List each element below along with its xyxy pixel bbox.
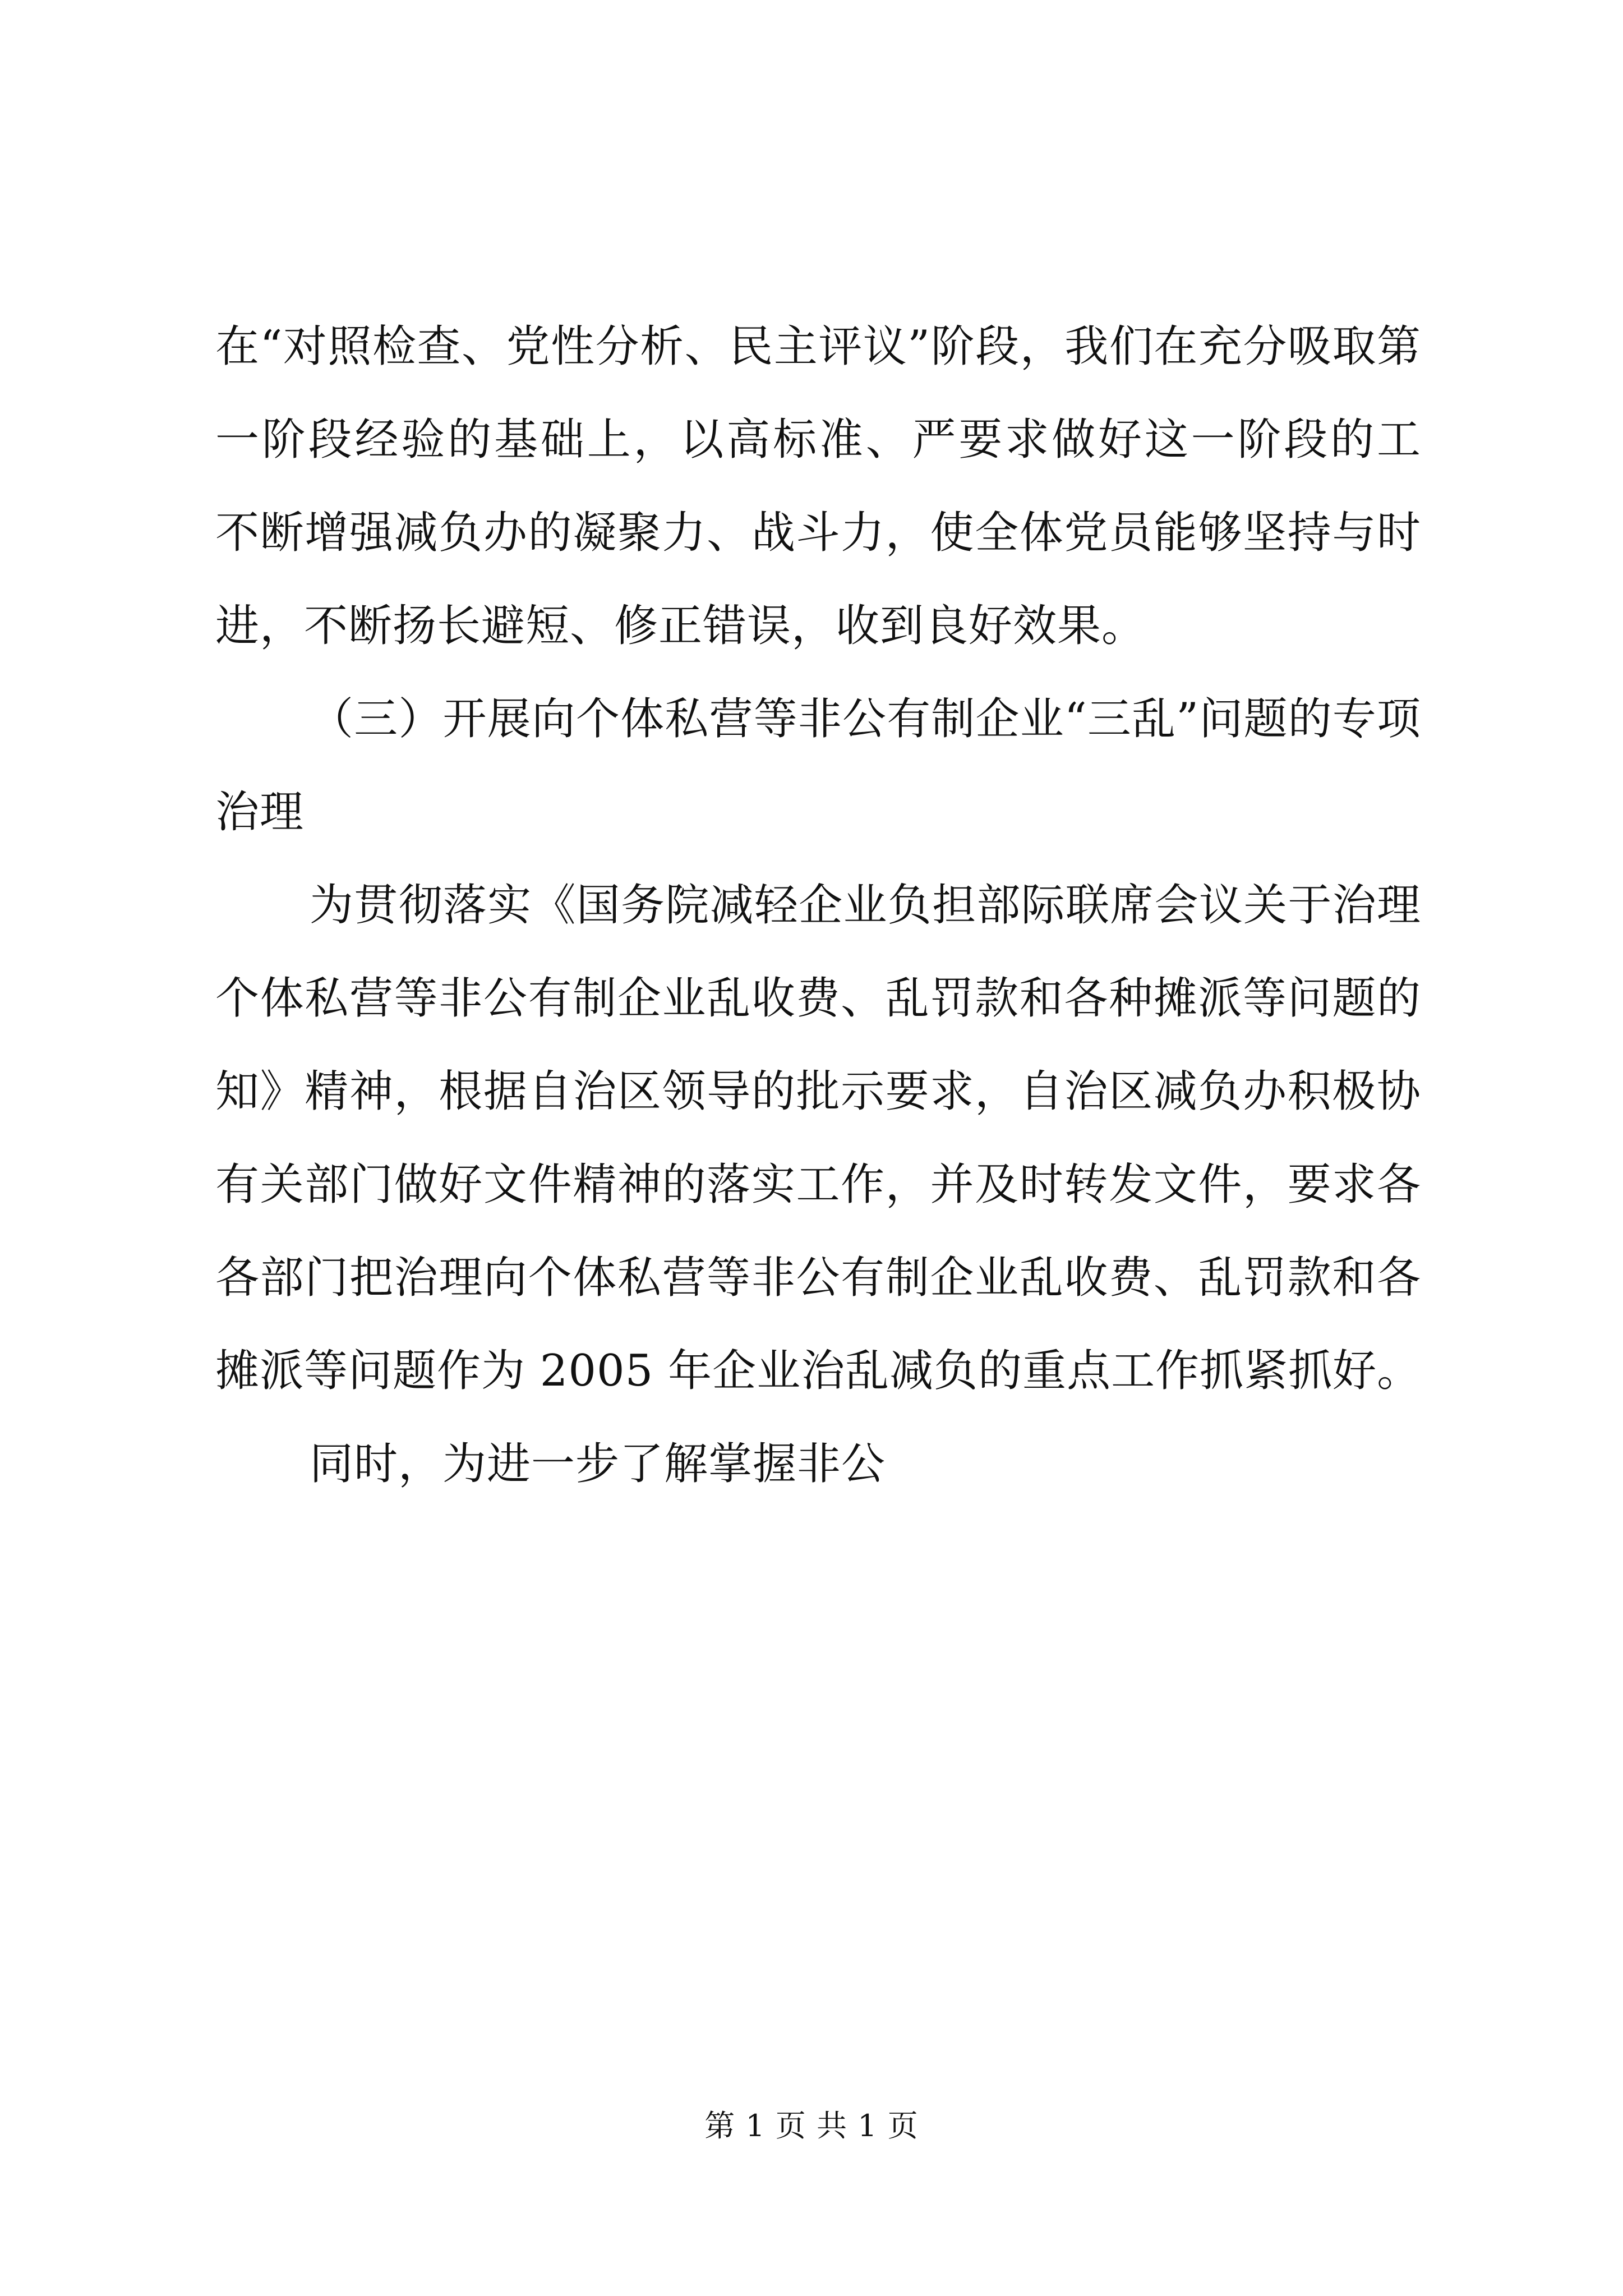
body-line-2: 一阶段经验的基础上，以高标准、严要求做好这一阶段的工 [215,415,1421,465]
body-line-3: 不断增强减负办的凝聚力、战斗力，使全体党员能够坚持与时 [215,508,1421,558]
body-line-10: 有关部门做好文件精神的落实工作，并及时转发文件，要求各 [215,1159,1421,1210]
body-line-11: 各部门把治理向个体私营等非公有制企业乱收费、乱罚款和各 [215,1253,1421,1303]
section-heading-line-1: （三）开展向个体私营等非公有制企业“三乱”问题的专项 [310,694,1421,744]
section-heading-line-2: 治理 [215,787,305,838]
body-line-1: 在“对照检查、党性分析、民主评议”阶段，我们在充分吸取第 [215,321,1421,372]
body-line-7: 为贯彻落实《国务院减轻企业负担部际联席会议关于治理 [310,880,1421,931]
document-body [215,300,1421,1511]
body-line-8: 个体私营等非公有制企业乱收费、乱罚款和各种摊派等问题的 [215,973,1421,1024]
body-line-4: 进，不断扬长避短、修正错误，收到良好效果。 [215,601,1146,651]
body-line-9: 知》精神，根据自治区领导的批示要求，自治区减负办积极协 [215,1066,1421,1117]
body-line-12: 摊派等问题作为 2005 年企业治乱减负的重点工作抓紧抓好。 [215,1346,1422,1396]
page-footer: 第 1 页 共 1 页 [704,2108,919,2143]
body-line-13: 同时，为进一步了解掌握非公 [310,1439,886,1489]
